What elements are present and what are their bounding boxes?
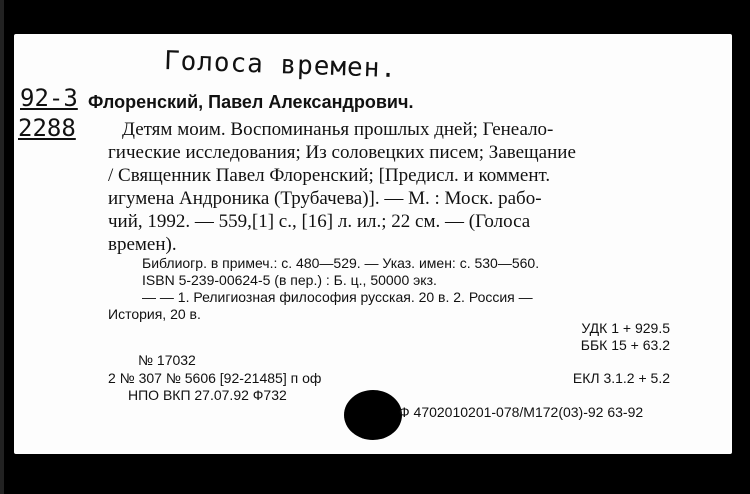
handwritten-series-title: Голоса времен. bbox=[163, 46, 398, 85]
scan-edge bbox=[0, 0, 4, 494]
bbk-code: ББК 15 + 63.2 bbox=[580, 337, 670, 353]
body-line: Детям моим. Воспоминанья прошлых дней; Генеало- bbox=[122, 119, 554, 140]
catalog-card bbox=[14, 34, 732, 454]
code-line: Ф 4702010201-078/М172(03)-92 63-92 bbox=[399, 404, 644, 420]
body-line: игумена Андроника (Трубачева)]. — М. : Моск. рабо- bbox=[108, 188, 542, 209]
ekl-code: ЕКЛ 3.1.2 + 5.2 bbox=[572, 370, 670, 386]
body-line: гические исследования; Из соловецких писем; Завещание bbox=[108, 142, 576, 163]
author-heading: Флоренский, Павел Александрович. bbox=[88, 92, 414, 112]
body-line: времен). bbox=[108, 234, 177, 255]
bibliography-note: Библиогр. в примеч.: с. 480—529. — Указ. имен: с. 530—560. bbox=[142, 255, 540, 271]
call-number-top: 92-3 bbox=[20, 84, 78, 112]
card-number: № 17032 bbox=[138, 352, 196, 368]
order-line: 2 № 307 № 5606 [92-21485] п оф bbox=[108, 370, 322, 386]
isbn-note: ISBN 5-239-00624-5 (в пер.) : Б. ц., 50000 экз. bbox=[142, 272, 437, 288]
udk-code: УДК 1 + 929.5 bbox=[581, 320, 670, 336]
body-line: / Священник Павел Флоренский; [Предисл. и коммент. bbox=[108, 165, 551, 186]
npo-line: НПО ВКП 27.07.92 Ф732 bbox=[128, 387, 287, 403]
ink-blot bbox=[344, 390, 402, 440]
call-number-bottom: 2288 bbox=[18, 114, 76, 142]
body-line: чий, 1992. — 559,[1] с., [16] л. ил.; 22 см. — (Голоса bbox=[108, 211, 531, 232]
subject-note: — — 1. Религиозная философия русская. 20 в. 2. Россия — bbox=[142, 289, 533, 305]
subject-note-cont: История, 20 в. bbox=[108, 306, 201, 322]
